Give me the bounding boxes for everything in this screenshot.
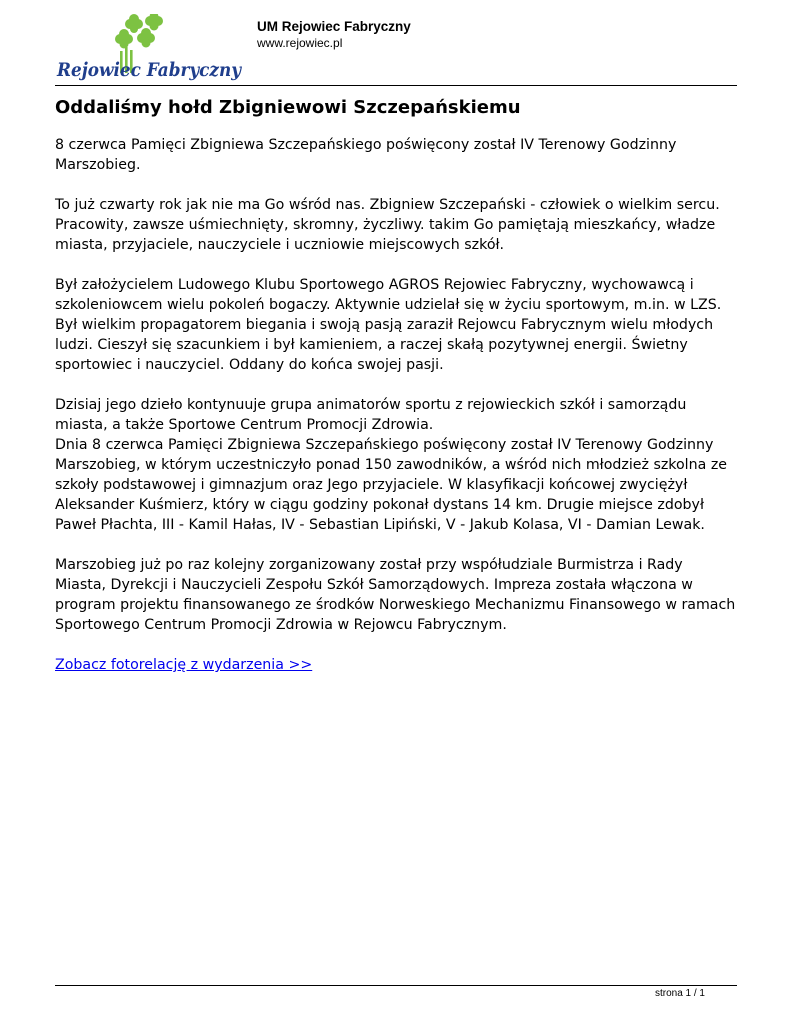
paragraph-memory: To już czwarty rok jak nie ma Go wśród nas. Zbigniew Szczepański - człowiek o wielkim sercu. Pracowity, zawsze uśmiechnięty, skromny, życzliwy. takim Go pamiętają mieszkańcy, władze miasta, przyjaciele, nauczyciele i uczniowie miejscowych szkół.: [55, 197, 720, 253]
site-url: www.rejowiec.pl: [257, 36, 343, 50]
logo-text: Rejowiec Fabryczny: [56, 59, 243, 81]
paragraph-biography: Był założycielem Ludowego Klubu Sportowego AGROS Rejowiec Fabryczny, wychowawcą i szkoleniowcem wielu pokoleń bogaczy. Aktywnie udzielał się w życiu sportowym, m.in. w LZS. Był wielkim propagatorem biegania i swoją pasją zaraził Rejowcu Fabrycznym wielu młodych ludzi. Cieszył się szacunkiem i był kamieniem, a raczej skałą pozytywnej energii. Świetny sportowiec i nauczyciel. Oddany do końca swojej pasji.: [55, 277, 722, 373]
page-header: [55, 14, 737, 86]
photo-report-link[interactable]: Zobacz fotorelację z wydarzenia >>: [55, 657, 313, 673]
paragraph-intro: 8 czerwca Pamięci Zbigniewa Szczepańskiego poświęcony został IV Terenowy Godzinny Marszobieg.: [55, 137, 677, 173]
article-title: Oddaliśmy hołd Zbigniewowi Szczepańskiemu: [55, 97, 521, 118]
rejowiec-logo: [55, 14, 245, 86]
paragraph-results: Dnia 8 czerwca Pamięci Zbigniewa Szczepańskiego poświęcony został IV Terenowy Godzinny Marszobieg, w którym uczestniczyło ponad 150 zawodników, a wśród nich młodzież szkolna ze szkoły podstawowej i gimnazjum oraz Jego przyjaciele. W klasyfikacji końcowej zwyciężył Aleksander Kuśmierz, który w ciągu godziny pokonał dystans 14 km. Drugie miejsce zdobył Paweł Płachta, III - Kamil Hałas, IV - Sebastian Lipiński, V - Jakub Kolasa, VI - Damian Lewak.: [55, 437, 727, 533]
paragraph-organization: Marszobieg już po raz kolejny zorganizowany został przy współudziale Burmistrza i Rady Miasta, Dyrekcji i Nauczycieli Zespołu Szkół Samorządowych. Impreza została włączona w program projektu finansowanego ze środków Norweskiego Mechanizmu Finansowego w ramach Sportowego Centrum Promocji Zdrowia w Rejowcu Fabrycznym.: [55, 557, 736, 633]
site-info: [257, 18, 411, 51]
site-name: UM Rejowiec Fabryczny: [257, 19, 411, 34]
page-number: strona 1 / 1: [654, 988, 705, 999]
footer-divider: [55, 985, 737, 986]
article-body: [55, 135, 737, 695]
header-divider: [55, 85, 737, 86]
paragraph-continuation: Dzisiaj jego dzieło kontynuuje grupa animatorów sportu z rejowieckich szkół i samorządu miasta, a także Sportowe Centrum Promocji Zdrowia.: [55, 397, 687, 433]
